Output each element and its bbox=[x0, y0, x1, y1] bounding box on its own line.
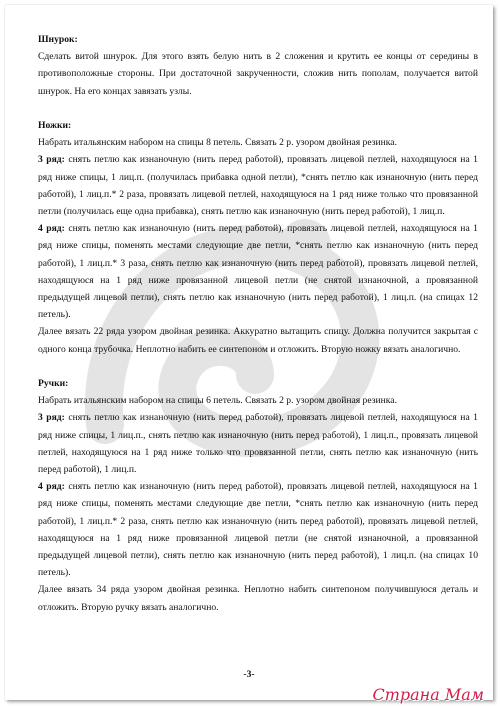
nozhki-row3-text: снять петлю как изнаночную (нить перед работой), провязать лицевой петлей, находящуюся на 1 ряд ниже спицы, 1 лиц.п. (получилась прибавка одной петли), *снять петлю как изнаночную (нить перед работой), 1 лиц.п.* 2 раза, провязать лицевой петлей, находящуюся на 1 ряд ниже только что провязанной петли (получилась еще одна прибавка), снять петлю как изнаночную (нить перед работой), 1 лиц.п. bbox=[38, 154, 478, 218]
ruchki-row3 bbox=[38, 409, 478, 478]
nozhki-row3 bbox=[38, 151, 478, 220]
site-logo: Страна Мам bbox=[372, 685, 484, 704]
nozhki-row3-label: 3 ряд: bbox=[38, 154, 65, 166]
nozhki-intro: Набрать итальянским набором на спицы 8 петель. Связать 2 р. узором двойная резинка. bbox=[38, 137, 397, 149]
page-number: -3- bbox=[243, 669, 255, 680]
ruchki-outro: Далее вязать 34 ряда узором двойная резинка. Неплотно набить синтепоном получившуюся деталь и отложить. Вторую ручку вязать аналогично. bbox=[38, 584, 478, 613]
ruchki-row4 bbox=[38, 478, 478, 581]
nozhki-row4-label: 4 ряд: bbox=[38, 223, 65, 235]
section-title-nozhki: Ножки: bbox=[38, 120, 72, 131]
shnurok-text: Сделать витой шнурок. Для этого взять белую нить в 2 сложения и крутить ее концы от середины в противоположные стороны. При достаточной закрученности, сложив нить пополам, получается витой шнурок. На его концах завязать узлы. bbox=[38, 51, 478, 97]
section-title-shnurok: Шнурок: bbox=[38, 34, 78, 45]
ruchki-row3-text: снять петлю как изнаночную (нить перед работой), провязать лицевой петлей, находящуюся на 1 ряд ниже спицы, 1 лиц.п., снять петлю как изнаночную (нить перед работой), 1 лиц.п., провязать лицевой петлей, находящуюся на 1 ряд ниже только что провязанной петли, снять петлю как изнаночную (нить перед работой), 1 лиц.п. bbox=[38, 412, 478, 476]
document-page bbox=[5, 5, 493, 700]
nozhki-row4-text: снять петлю как изнаночную (нить перед работой), провязать лицевой петлей, находящуюся на 1 ряд ниже спицы, поменять местами следующие две петли, *снять петлю как изнаночную (нить перед работой), 1 лиц.п.* 3 раза, снять петлю как изнаночную (нить перед работой), провязать лицевой петлей, находящуюся на 1 ряд ниже провязанной лицевой петли (не снятой изнаночной, а провязанной предыдущей лицевой петли), снять петлю как изнаночную (нить перед работой), 1 лиц.п. (на спицах 12 петель). bbox=[38, 223, 478, 321]
nozhki-row4 bbox=[38, 220, 478, 323]
nozhki-outro: Далее вязать 22 ряда узором двойная резинка. Аккуратно вытащить спицу. Должна получится закрытая с одного конца трубочка. Неплотно набить ее синтепоном и отложить. Вторую ножку вязать аналогично. bbox=[38, 326, 478, 355]
ruchki-intro: Набрать итальянским набором на спицы 6 петель. Связать 2 р. узором двойная резинка. bbox=[38, 395, 397, 407]
document-body bbox=[38, 31, 478, 616]
ruchki-row4-label: 4 ряд: bbox=[38, 481, 65, 493]
ruchki-row4-text: снять петлю как изнаночную (нить перед работой), провязать лицевой петлей, находящуюся на 1 ряд ниже спицы, поменять местами следующие две петли, *снять петлю как изнаночную (нить перед работой), 1 лиц.п.* 2 раза, снять петлю как изнаночную (нить перед работой), провязать лицевой петлей, находящуюся на 1 ряд ниже провязанной лицевой петли (не снятой изнаночной, а провязанной предыдущей лицевой петли), снять петлю как изнаночную (нить перед работой), 1 лиц.п. (на спицах 10 петель). bbox=[38, 481, 478, 579]
ruchki-row3-label: 3 ряд: bbox=[38, 412, 65, 424]
section-title-ruchki: Ручки: bbox=[38, 378, 69, 390]
